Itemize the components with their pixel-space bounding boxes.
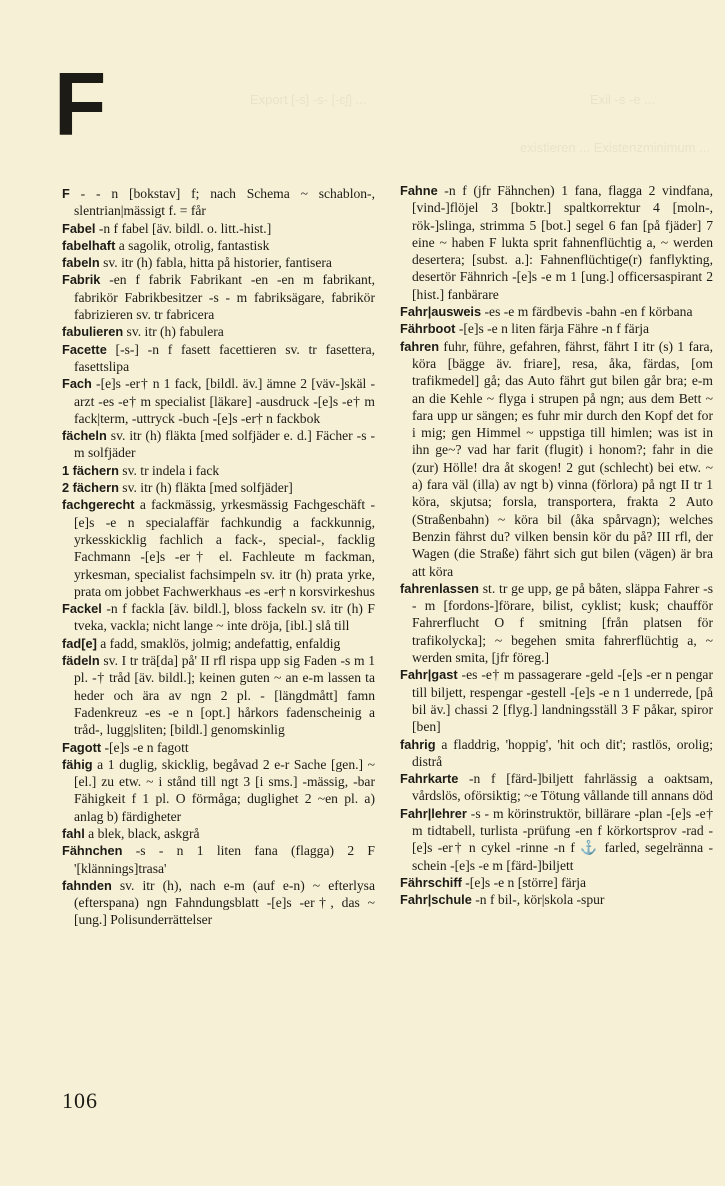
dictionary-entry: [62, 341, 375, 376]
dictionary-entry: [400, 182, 713, 303]
entry-headword: Fahr|lehrer: [400, 805, 467, 821]
dictionary-entry: [400, 736, 713, 771]
dictionary-entry: [62, 271, 375, 323]
dictionary-entry: [400, 874, 713, 891]
entry-definition: sv. itr (h), nach e-m (auf e-n) ~ efterlysa (efterspana) ngn Fahndungsblatt -[e]s -er†, das ~ [ung.] Polisunderrättelser: [74, 877, 375, 928]
dictionary-entry: [62, 479, 375, 496]
dictionary-entry: [400, 770, 713, 805]
entry-headword: Fackel: [62, 601, 102, 617]
right-column: [400, 182, 713, 908]
entry-definition: -n f [färd-]biljett fahrlässig a oaktsam, vårdslös, oförsiktig; ~e Tötung vållande till annans död: [412, 771, 713, 804]
page-number: 106: [62, 1088, 98, 1113]
entry-headword: fad[e]: [62, 635, 97, 651]
left-column: [62, 185, 375, 929]
entry-definition: [-s-] -n f fasett facettieren sv. tr fasettera, fasettslipa: [74, 341, 375, 374]
entry-headword: fahren: [400, 338, 440, 354]
entry-definition: fuhr, führe, gefahren, fährst, fährt I itr (s) 1 fara, köra [bägge äv. friare], resa, åka, färdas, [om trafikmedel] gå; das Auto fährt gut bilen går bra; e-m an die Kehle ~ flyga i strupen på ngn; aus dem Bett ~ fara upp ur sängen; es fuhr mir durch den Kopf det for i mig; gen Himmel ~ uppstiga till himlen; was ist in ihn ge~? vad har farit (flugit) i honom?; fahr in die (zur) Hölle! dra åt skogen! 2 gut (schlecht) bei etw. ~ a) fara väl (illa) av ngt b) vinna (förlora) på ngt II tr 1 köra, skjutsa; forsla, transportera, frakta 2 Auto (Straßenbahn) ~ köra bil (åka spårvagn); welches Benzin fährst du? vilken bensin kör du på? III rfl, der Wagen (die Straße) fährt sich gut bilen (vägen) är bra att köra: [412, 338, 713, 579]
entry-definition: -en f fabrik Fabrikant -en -en m fabrikant, fabrikör Fabrikbesitzer -s - m fabriksägare, fabrikör fabrizieren sv. tr fabricera: [74, 272, 375, 323]
bleed-through-text: Exil -s -e ...: [590, 92, 656, 107]
entry-definition: sv. itr (h) fabulera: [123, 324, 224, 340]
entry-headword: Fagott: [62, 739, 102, 755]
entry-definition: a fadd, smaklös, jolmig; andefattig, enfaldig: [96, 635, 341, 651]
bleed-through-text: existieren ... Existenzminimum ...: [520, 140, 710, 155]
entry-definition: sv. itr (h) fläkta [med solfjäder e. d.] Fächer -s - m solfjäder: [74, 428, 375, 461]
entry-definition: -s - m körinstruktör, billärare -plan -[e]s -e† m tidtabell, turlista -prüfung -en f körkortsprov -rad -[e]s -er† n cykel -rinne -n f ⚓ farled, segelränna -schein -[e]s -e m [färd-]biljett: [412, 805, 713, 873]
dictionary-entry: [62, 739, 375, 756]
section-letter: F: [54, 55, 107, 155]
entry-headword: fahrig: [400, 736, 436, 752]
entry-definition: a fackmässig, yrkesmässig Fachgeschäft -[e]s -e n specialaffär fachkundig a fackkunnig, yrkesskicklig fachlich a fack-, special-, facklig Fachmann -[e]s -er† el. Fachleute m fackman, yrkesman, specialist fachsimpeln sv. itr (h) prata yrke, prata om jobbet Fachwerkhaus -es -er† n korsvirkeshus: [74, 497, 375, 599]
entry-headword: Fahne: [400, 183, 438, 198]
dictionary-entry: [400, 580, 713, 666]
entry-headword: fächeln: [62, 428, 107, 444]
entry-definition: -es -e m färdbevis -bahn -en f körbana: [481, 304, 693, 320]
dictionary-entry: [400, 303, 713, 320]
entry-headword: Fahr|ausweis: [400, 304, 482, 320]
dictionary-entry: [62, 427, 375, 462]
entry-headword: Fähnchen: [62, 843, 123, 859]
entry-definition: sv. itr (h) fabla, hitta på historier, fantisera: [99, 255, 332, 271]
entry-headword: Fabel: [62, 220, 96, 236]
entry-definition: -[e]s -er† n 1 fack, [bildl. äv.] ämne 2 [väv-]skäl -arzt -es -e† m specialist [läkare] -ausdruck -[e]s -e† m fack|term, -uttryck -buch -[e]s -er† n fackbok: [74, 376, 375, 426]
dictionary-entry: [62, 462, 375, 479]
entry-headword: fabeln: [62, 255, 100, 271]
entry-definition: -n f fabel [äv. bildl. o. litt.-hist.]: [95, 220, 272, 236]
entry-headword: fachgerecht: [62, 497, 135, 513]
entry-headword: fahrenlassen: [400, 580, 479, 596]
entry-headword: fädeln: [62, 653, 100, 669]
entry-definition: a sagolik, otrolig, fantastisk: [115, 237, 270, 253]
dictionary-entry: [62, 323, 375, 340]
dictionary-entry: [62, 635, 375, 652]
dictionary-entry: [400, 666, 713, 735]
entry-headword: F: [62, 186, 70, 201]
entry-definition: st. tr ge upp, ge på båten, släppa Fahrer -s - m [fordons-]förare, bilist, cyklist; kusk; chaufför Fahrerflucht O f smitning [från platsen för trafikolycka]; ~ begehen smita fahrerflüchtig a, ~ werden smita, [jfr föreg.]: [412, 580, 713, 666]
dictionary-entry: [62, 185, 375, 220]
entry-definition: sv. itr (h) fläkta [med solfjäder]: [118, 480, 293, 496]
entry-headword: 1 fächern: [62, 462, 119, 478]
entry-definition: -n f bil-, kör|skola -spur: [471, 892, 605, 908]
dictionary-entry: [62, 600, 375, 635]
entry-definition: a 1 duglig, skicklig, begåvad 2 e-r Sache [gen.] ~ [el.] zu etw. ~ i stånd till ngt 3 [i sms.] -mässig, -bar Fähigkeit f 1 pl. O förmåga; duglighet 2 ~en pl. a) anlag b) färdigheter: [74, 756, 375, 824]
entry-definition: -n f (jfr Fähnchen) 1 fana, flagga 2 vindfana, [vind-]flöjel 3 [boktr.] spaltkorrektur 4 [moln-, rök-]slinga, strimma 5 [bot.] segel 6 fan [på fjäder] 7 eine ~ haben F lukta sprit fahnenflüchtig a, ~ werden desertera; [subst. a.]: Fahnenflüchtige(r) fanflykting, desertör Fähnrich -[e]s -e m 1 [ung.] officersaspirant 2 [hist.] fanbärare: [412, 183, 713, 302]
entry-headword: Fahr|gast: [400, 667, 458, 683]
dictionary-entry: [400, 891, 713, 908]
bleed-through-text: Export [-s] -s- [-ɛʃ] ...: [250, 92, 367, 107]
entry-headword: Fach: [62, 376, 92, 392]
entry-definition: -es -e† m passagerare -geld -[e]s -er n pengar till biljett, respengar -gestell -[e]s -e n 1 underrede, [på bil äv.] chassi 2 [flyg.] landningsställ 3 F påkar, spiror [ben]: [412, 667, 713, 735]
entry-definition: sv. I tr trä[da] på' II rfl rispa upp sig Faden -s m 1 pl. -† tråd [äv. bildl.]; keinen guten ~ an e-m lassen ta heder och ära av ngn 2 pl. - [längdmått] famn Fadenkreuz -es -e n [opt.] hårkors fadenscheinig a tråd-, lugg|sliten; [bildl.] genomskinlig: [74, 653, 375, 738]
entry-definition: -n f fackla [äv. bildl.], bloss fackeln sv. itr (h) F tveka, vackla; nicht lange ~ inte dröja, [ibl.] slå till: [74, 601, 375, 634]
entry-definition: - - n [bokstav] f; nach Schema ~ schablon-, slentrian|mässigt f. = får: [69, 186, 375, 219]
entry-definition: -[e]s -e n liten färja Fähre -n f färja: [455, 321, 650, 337]
dictionary-entry: [62, 652, 375, 738]
dictionary-entry: [62, 237, 375, 254]
entry-headword: Fährschiff: [400, 874, 462, 890]
dictionary-entry: [400, 805, 713, 874]
entry-definition: -[e]s -e n [större] färja: [461, 874, 587, 890]
entry-headword: Fahrkarte: [400, 771, 459, 787]
dictionary-entry: [62, 496, 375, 600]
entry-definition: a fladdrig, 'hoppig', 'hit och dit'; rastlös, orolig; distrå: [412, 736, 713, 769]
entry-definition: a blek, black, askgrå: [84, 825, 200, 841]
dictionary-entry: [62, 756, 375, 825]
entry-definition: sv. tr indela i fack: [118, 462, 220, 478]
entry-headword: Fabrik: [62, 272, 101, 288]
dictionary-entry: [400, 320, 713, 337]
entry-headword: Facette: [62, 341, 107, 357]
entry-definition: -s - n 1 liten fana (flagga) 2 F '[klännings]trasa': [74, 843, 375, 876]
entry-headword: fähig: [62, 756, 93, 772]
dictionary-entry: [62, 825, 375, 842]
dictionary-entry: [62, 842, 375, 877]
dictionary-entry: [62, 254, 375, 271]
dictionary-entry: [62, 877, 375, 929]
entry-headword: fahnden: [62, 877, 112, 893]
entry-headword: fabelhaft: [62, 237, 116, 253]
entry-headword: Fahr|schule: [400, 892, 472, 908]
entry-definition: -[e]s -e n fagott: [101, 739, 189, 755]
entry-headword: fahl: [62, 825, 85, 841]
dictionary-entry: [62, 375, 375, 427]
dictionary-entry: [62, 220, 375, 237]
dictionary-entry: [400, 338, 713, 580]
entry-headword: Fährboot: [400, 321, 456, 337]
entry-headword: 2 fächern: [62, 480, 119, 496]
entry-headword: fabulieren: [62, 324, 124, 340]
